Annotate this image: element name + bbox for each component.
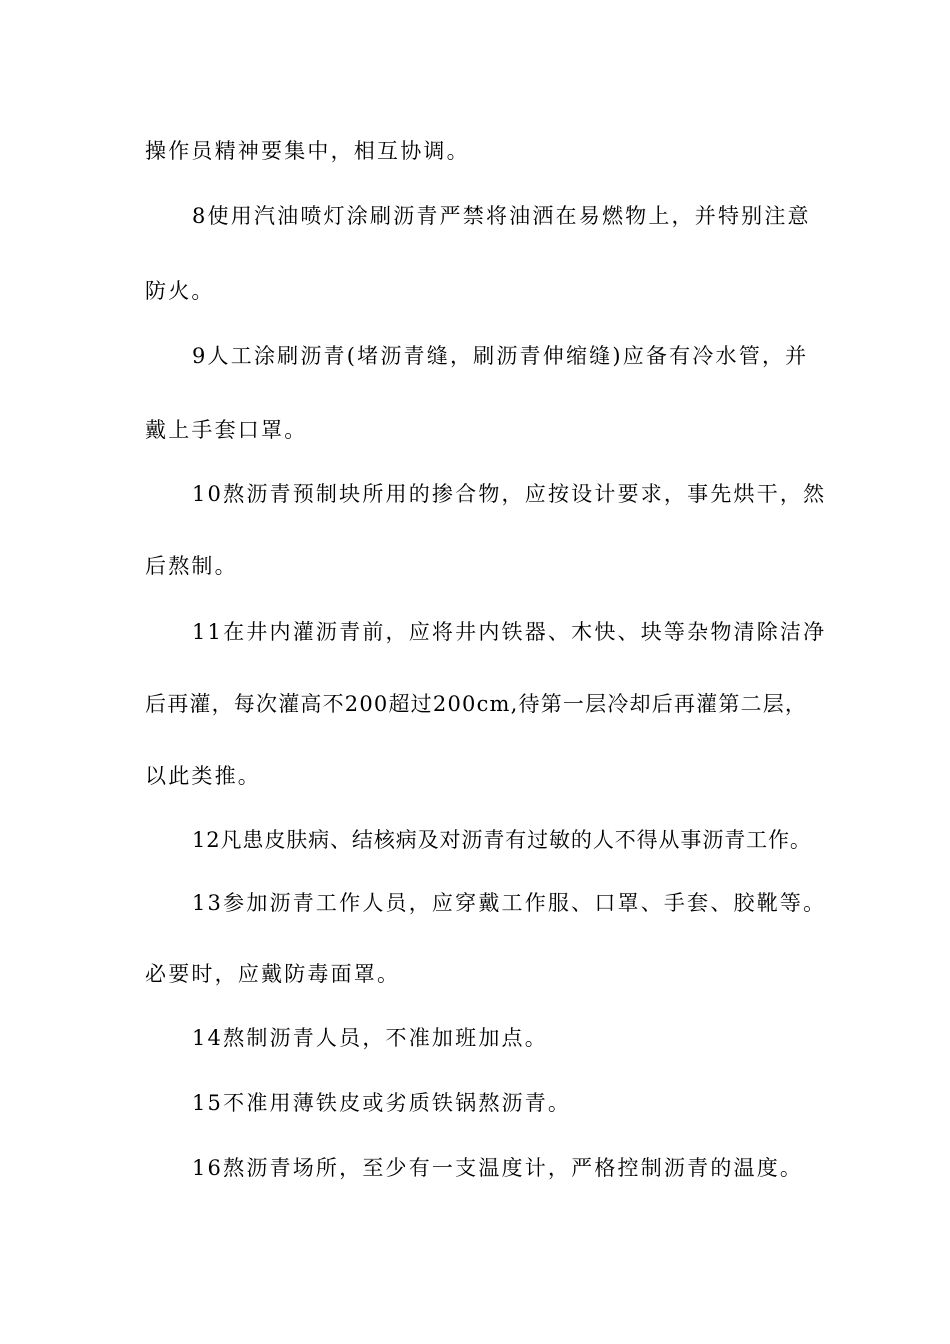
text-line-1: 操作员精神要集中，相互协调。	[145, 139, 470, 163]
text-line-10: 以此类推。	[145, 764, 261, 788]
text-line-14: 14熬制沥青人员，不准加班加点。	[192, 1026, 548, 1050]
text-line-9: 后再灌，每次灌高不200超过200cm,待第一层冷却后再灌第二层，	[145, 692, 808, 716]
text-line-6: 10熬沥青预制块所用的掺合物，应按设计要求，事先烘干，然	[192, 482, 827, 506]
text-line-12: 13参加沥青工作人员，应穿戴工作服、口罩、手套、胶靴等。	[192, 891, 827, 915]
text-line-11: 12凡患皮肤病、结核病及对沥青有过敏的人不得从事沥青工作。	[192, 828, 812, 852]
text-line-3: 防火。	[145, 279, 215, 303]
text-line-8: 11在井内灌沥青前，应将井内铁器、木快、块等杂物清除洁净	[192, 620, 827, 644]
text-line-5: 戴上手套口罩。	[145, 418, 308, 442]
text-line-13: 必要时，应戴防毒面罩。	[145, 962, 401, 986]
text-line-15: 15不准用薄铁皮或劣质铁锅熬沥青。	[192, 1091, 572, 1115]
text-line-16: 16熬沥青场所，至少有一支温度计，严格控制沥青的温度。	[192, 1156, 804, 1180]
text-line-4: 9人工涂刷沥青(堵沥青缝，刷沥青伸缩缝)应备有冷水管，并	[192, 344, 809, 368]
text-line-2: 8使用汽油喷灯涂刷沥青严禁将油洒在易燃物上，并特别注意	[192, 204, 811, 228]
text-line-7: 后熬制。	[145, 554, 238, 578]
